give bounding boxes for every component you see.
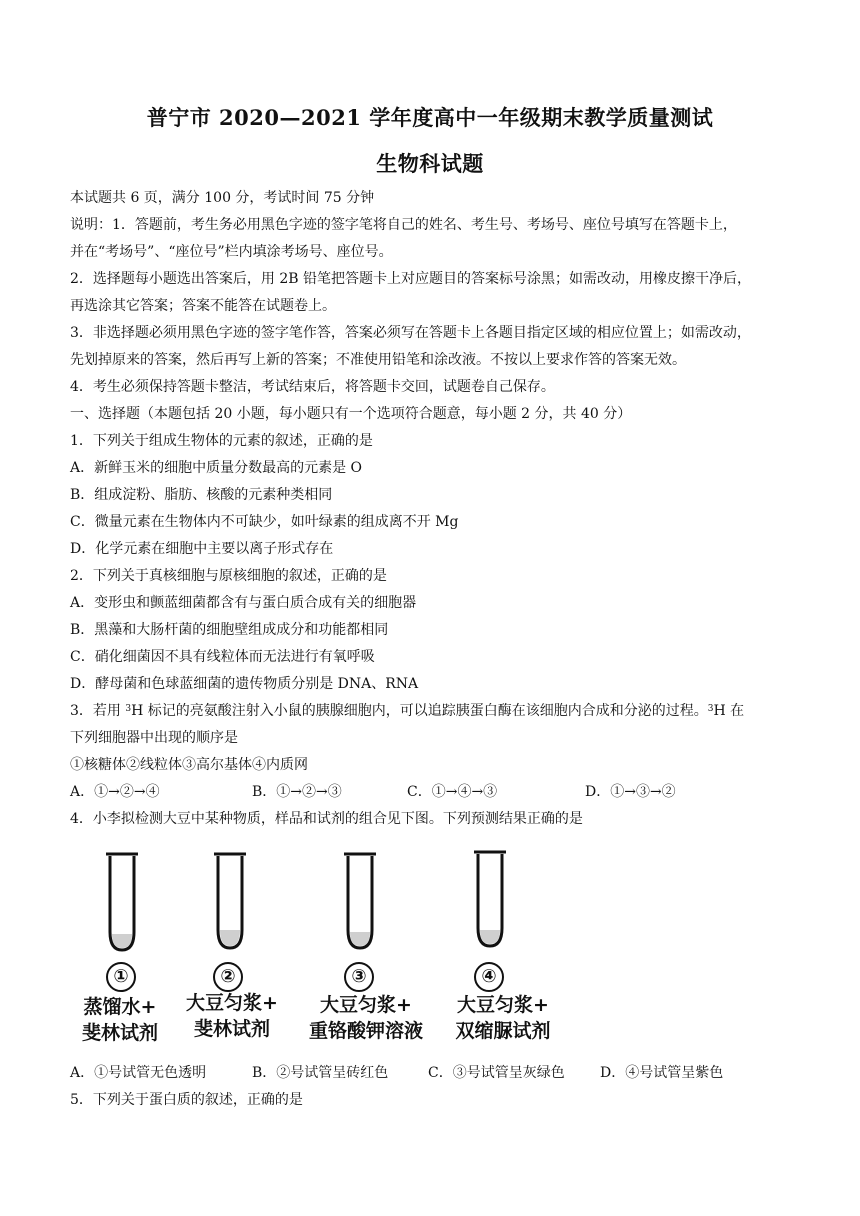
tube-label-4-line2: 双缩脲试剂 <box>455 1020 551 1042</box>
test-tube-3 <box>344 854 376 948</box>
test-tube-4 <box>474 852 506 946</box>
note-2b: 再选涂其它答案；答案不能答在试题卷上。 <box>70 298 336 314</box>
q2-option-b: B．黑藻和大肠杆菌的细胞壁组成成分和功能都相同 <box>70 622 389 638</box>
q4-option-d: D．④号试管呈紫色 <box>600 1065 724 1081</box>
tube-label-1-line1: 蒸馏水+ <box>83 996 157 1018</box>
tube-label-2-line1: 大豆匀浆+ <box>186 992 278 1014</box>
tube-label-3-line1: 大豆匀浆+ <box>320 994 412 1016</box>
test-tubes-svg <box>70 842 590 962</box>
tube-number-1: ① <box>106 962 136 992</box>
q3-option-a: A．①→②→④ <box>70 784 160 800</box>
test-tube-1 <box>106 854 138 950</box>
q2-option-a: A．变形虫和颤蓝细菌都含有与蛋白质合成有关的细胞器 <box>70 595 417 611</box>
exam-title: 普宁市 2020—2021 学年度高中一年级期末教学质量测试 <box>146 105 714 130</box>
q2-option-c: C．硝化细菌因不具有线粒体而无法进行有氧呼吸 <box>70 649 375 665</box>
q3-stem-2: 下列细胞器中出现的顺序是 <box>70 730 238 746</box>
tube-label-4-line1: 大豆匀浆+ <box>457 994 549 1016</box>
q3-items: ①核糖体②线粒体③高尔基体④内质网 <box>70 757 308 773</box>
tube-number-4: ④ <box>474 962 504 992</box>
section-heading: 一、选择题（本题包括 20 小题，每小题只有一个选项符合题意，每小题 2 分，共 40 分） <box>70 406 632 422</box>
q2-option-d: D．酵母菌和色球蓝细菌的遗传物质分别是 DNA、RNA <box>70 676 419 692</box>
q3-option-c: C．①→④→③ <box>407 784 498 800</box>
test-tube-figure <box>70 842 590 1052</box>
q1-option-c: C．微量元素在生物体内不可缺少，如叶绿素的组成离不开 Mg <box>70 514 459 530</box>
q3-stem-pre: 3．若用 <box>70 703 126 719</box>
tube-label-2 <box>176 990 288 1042</box>
note-2a: 2．选择题每小题选出答案后，用 2B 铅笔把答题卡上对应题目的答案标号涂黑；如需改动，用橡皮擦干净后， <box>70 271 752 287</box>
note-3b: 先划掉原来的答案，然后再写上新的答案；不准使用铅笔和涂改液。不按以上要求作答的答案无效。 <box>70 352 686 368</box>
q3-option-d: D．①→③→② <box>585 784 676 800</box>
tube-label-3 <box>296 992 436 1044</box>
note-3a: 3．非选择题必须用黑色字迹的签字笔作答，答案必须写在答题卡上各题目指定区域的相应位置上；如需改动， <box>70 325 751 341</box>
tube-label-2-line2: 斐林试剂 <box>193 1018 270 1040</box>
q5-stem: 5．下列关于蛋白质的叙述，正确的是 <box>70 1092 303 1108</box>
tube-label-1 <box>70 994 170 1046</box>
q3-sup-1: 3 <box>125 704 132 714</box>
q1-option-d: D．化学元素在细胞中主要以离子形式存在 <box>70 541 334 557</box>
q4-option-a: A．①号试管无色透明 <box>70 1065 207 1081</box>
q3-stem-end: H 在 <box>713 703 745 719</box>
note-1a: 说明：1．答题前，考生务必用黑色字迹的签字笔将自己的姓名、考生号、考场号、座位号填写在答题卡上， <box>70 217 737 233</box>
q1-option-a: A．新鲜玉米的细胞中质量分数最高的元素是 O <box>70 460 363 476</box>
note-4: 4．考生必须保持答题卡整洁，考试结束后，将答题卡交回，试题卷自己保存。 <box>70 379 555 395</box>
q3-sup-2: 3 <box>707 704 714 714</box>
q4-stem: 4．小李拟检测大豆中某种物质，样品和试剂的组合见下图。下列预测结果正确的是 <box>70 811 583 827</box>
note-1b: 并在“考场号”、“座位号”栏内填涂考场号、座位号。 <box>70 244 393 260</box>
tube-label-4 <box>438 992 568 1044</box>
q3-stem-mid: H 标记的亮氨酸注射入小鼠的胰腺细胞内，可以追踪胰蛋白酶在该细胞内合成和分泌的过程。 <box>131 703 708 719</box>
q3-stem <box>70 701 800 721</box>
subject-title: 生物科试题 <box>376 151 484 176</box>
intro-line: 本试题共 6 页，满分 100 分，考试时间 75 分钟 <box>70 190 375 206</box>
q3-option-b: B．①→②→③ <box>252 784 342 800</box>
tube-number-2: ② <box>213 962 243 992</box>
test-tube-2 <box>214 854 246 948</box>
tube-number-3: ③ <box>344 962 374 992</box>
q4-option-b: B．②号试管呈砖红色 <box>252 1065 389 1081</box>
tube-label-1-line2: 斐林试剂 <box>81 1022 158 1044</box>
q1-stem: 1．下列关于组成生物体的元素的叙述，正确的是 <box>70 433 373 449</box>
tube-label-3-line2: 重铬酸钾溶液 <box>308 1020 423 1042</box>
q2-stem: 2．下列关于真核细胞与原核细胞的叙述，正确的是 <box>70 568 387 584</box>
q4-option-c: C．③号试管呈灰绿色 <box>428 1065 565 1081</box>
q1-option-b: B．组成淀粉、脂肪、核酸的元素种类相同 <box>70 487 333 503</box>
